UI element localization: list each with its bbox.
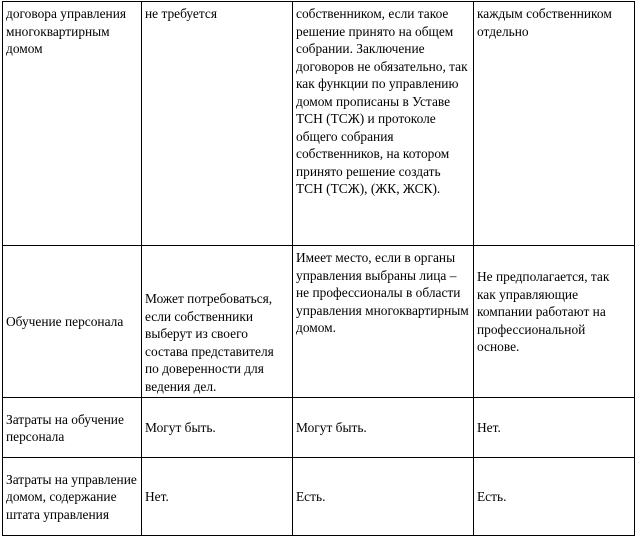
cell-text: собственником, если такое решение принято на общем собрании. Заключение договоров не обязательно, так как функции по управлению домом прописаны в Уставе ТСН (ТСЖ) и протоколе общего собрания собственников, на котором принято решение создать ТСН (ТСЖ), (ЖК, ЖСК). <box>296 6 468 196</box>
table-cell <box>142 398 293 458</box>
table-row <box>3 398 635 458</box>
cell-text: Нет. <box>145 489 169 505</box>
table-cell <box>142 458 293 536</box>
table-cell <box>474 458 635 536</box>
cell-text: Есть. <box>296 489 326 505</box>
cell-text: Затраты на управление домом, содержание штата управления <box>6 471 137 522</box>
cell-text: Не предполагается, так как управляющие компании работают на профессиональной основе. <box>477 269 610 354</box>
cell-text: Обучение персонала <box>6 314 124 330</box>
comparison-table <box>2 1 635 536</box>
cell-text: не требуется <box>145 6 217 21</box>
cell-text: Затраты на обучение персонала <box>6 411 124 444</box>
table-cell <box>142 2 293 246</box>
cell-text: каждым собственником отдельно <box>477 6 612 39</box>
table-cell <box>293 398 474 458</box>
table-cell <box>474 398 635 458</box>
criterion-cell <box>3 458 142 536</box>
cell-text: Может потребоваться, если собственники выберут из своего состава представителя по доверенности для ведения дел. <box>145 291 274 394</box>
table-cell <box>474 246 635 398</box>
criterion-cell <box>3 2 142 246</box>
table-cell <box>293 2 474 246</box>
table-cell <box>293 246 474 398</box>
cell-text: Имеет место, если в органы управления выбраны лица – не профессионалы в области управления многоквартирным домом. <box>296 250 469 335</box>
cell-text: Нет. <box>477 420 501 436</box>
criterion-cell <box>3 246 142 398</box>
table-row <box>3 2 635 246</box>
table-cell <box>142 246 293 398</box>
table-row <box>3 246 635 398</box>
criterion-cell <box>3 398 142 458</box>
cell-text: Могут быть. <box>296 420 367 436</box>
table-cell <box>474 2 635 246</box>
cell-text: Есть. <box>477 489 507 505</box>
table-cell <box>293 458 474 536</box>
cell-text: Могут быть. <box>145 420 216 436</box>
table-row <box>3 458 635 536</box>
cell-text: договора управления многоквартирным домом <box>6 6 127 56</box>
